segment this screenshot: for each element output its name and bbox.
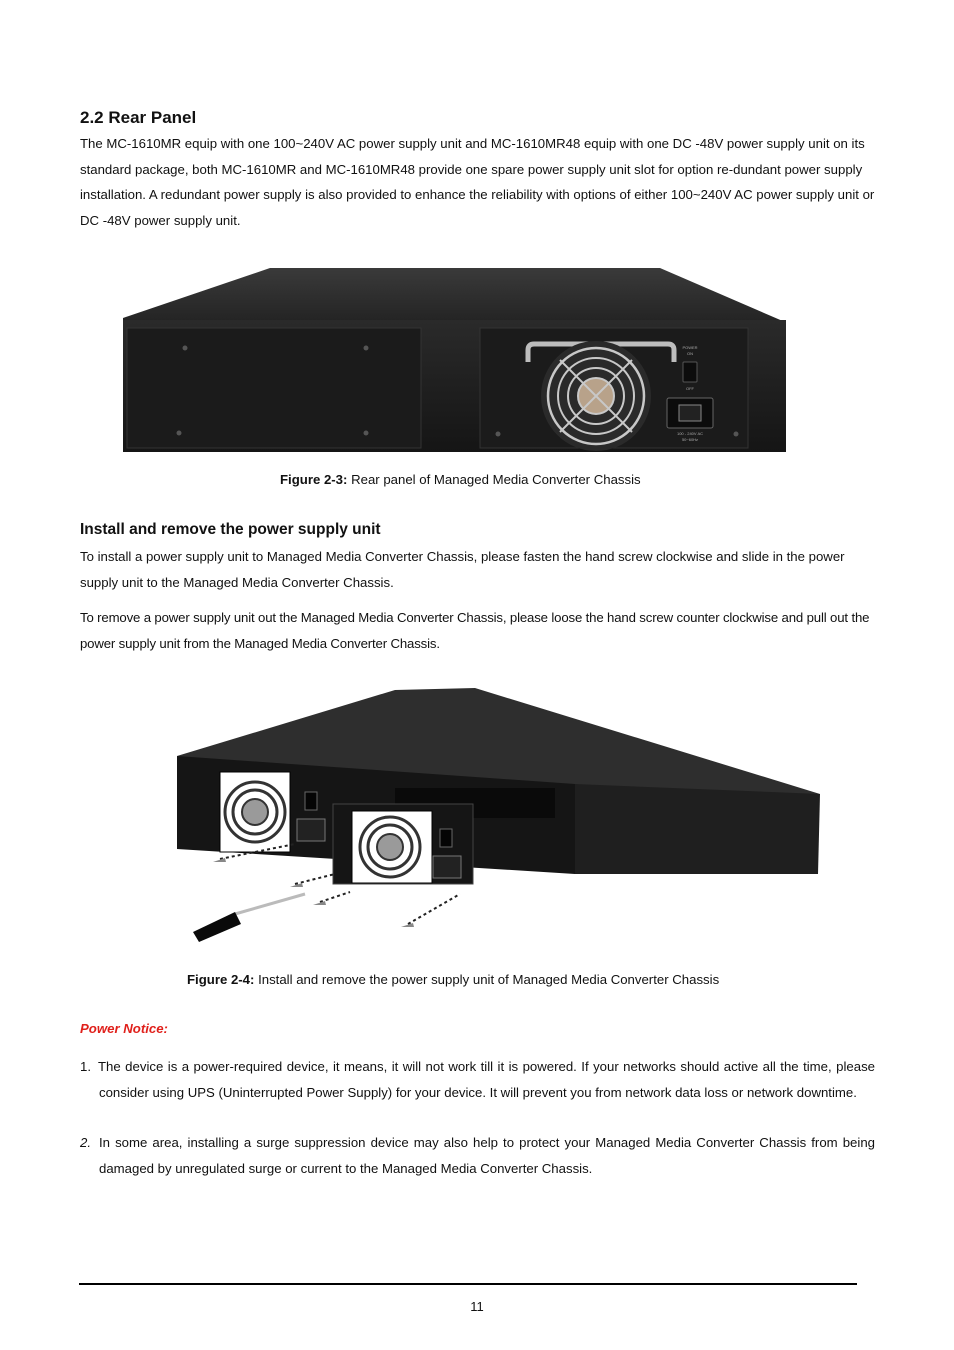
notice-item-1 xyxy=(80,1054,875,1105)
install-title: Install and remove the power supply unit xyxy=(80,521,381,538)
inlet-label-voltage: 100 - 240V AC xyxy=(676,431,704,436)
page-number: 11 xyxy=(470,1299,484,1314)
notice-item-number: 1. xyxy=(80,1059,91,1074)
section-title: 2.2 Rear Panel xyxy=(80,108,197,127)
rear-panel-image xyxy=(120,266,790,456)
remove-paragraph: To remove a power supply unit out the Managed Media Converter Chassis, please loose the hand screw counter clockwise and pull out the power supply unit from the Managed Media Converter Chassis. xyxy=(80,610,870,651)
switch-label-power: POWER xyxy=(682,345,698,350)
install-paragraph: To install a power supply unit to Managed Media Converter Chassis, please fasten the hand screw clockwise and slide in the power supply unit to the Managed Media Converter Chassis. xyxy=(80,549,845,590)
figure-2-4-caption: Figure 2-4: Install and remove the power supply unit of Managed Media Converter Chassis xyxy=(187,972,720,987)
switch-label-off: OFF xyxy=(686,386,694,391)
notice-item-text: The device is a power-required device, it means, it will not work till it is powered. If your networks should active all the time, please consider using UPS (Uninterrupted Power Supply) for your device. It will prevent you from network data loss or network downtime. xyxy=(98,1059,875,1100)
notice-item-text: In some area, installing a surge suppression device may also help to protect your Managed Media Converter Chassis from being damaged by unregulated surge or current to the Managed Media Converter Chassis. xyxy=(99,1135,875,1176)
footer-rule xyxy=(79,1283,857,1285)
notice-item-number: 2. xyxy=(80,1135,91,1150)
notice-item-2 xyxy=(80,1130,875,1181)
install-remove-image xyxy=(175,684,820,944)
power-notice-title: Power Notice: xyxy=(80,1021,168,1036)
inlet-label-frequency: 50~60Hz xyxy=(681,437,699,442)
switch-label-on: ON xyxy=(687,351,693,356)
figure-2-3-caption: Figure 2-3: Rear panel of Managed Media Converter Chassis xyxy=(280,472,641,487)
section-intro: The MC-1610MR equip with one 100~240V AC power supply unit and MC-1610MR48 equip with one DC -48V power supply unit on its standard package, both MC-1610MR and MC-1610MR48 provide one spare power supply unit slot for option re-dundant power supply installation. A redundant power supply is also provided to enhance the reliability with options of either 100~240V AC power supply unit or DC -48V power supply unit. xyxy=(80,136,875,228)
